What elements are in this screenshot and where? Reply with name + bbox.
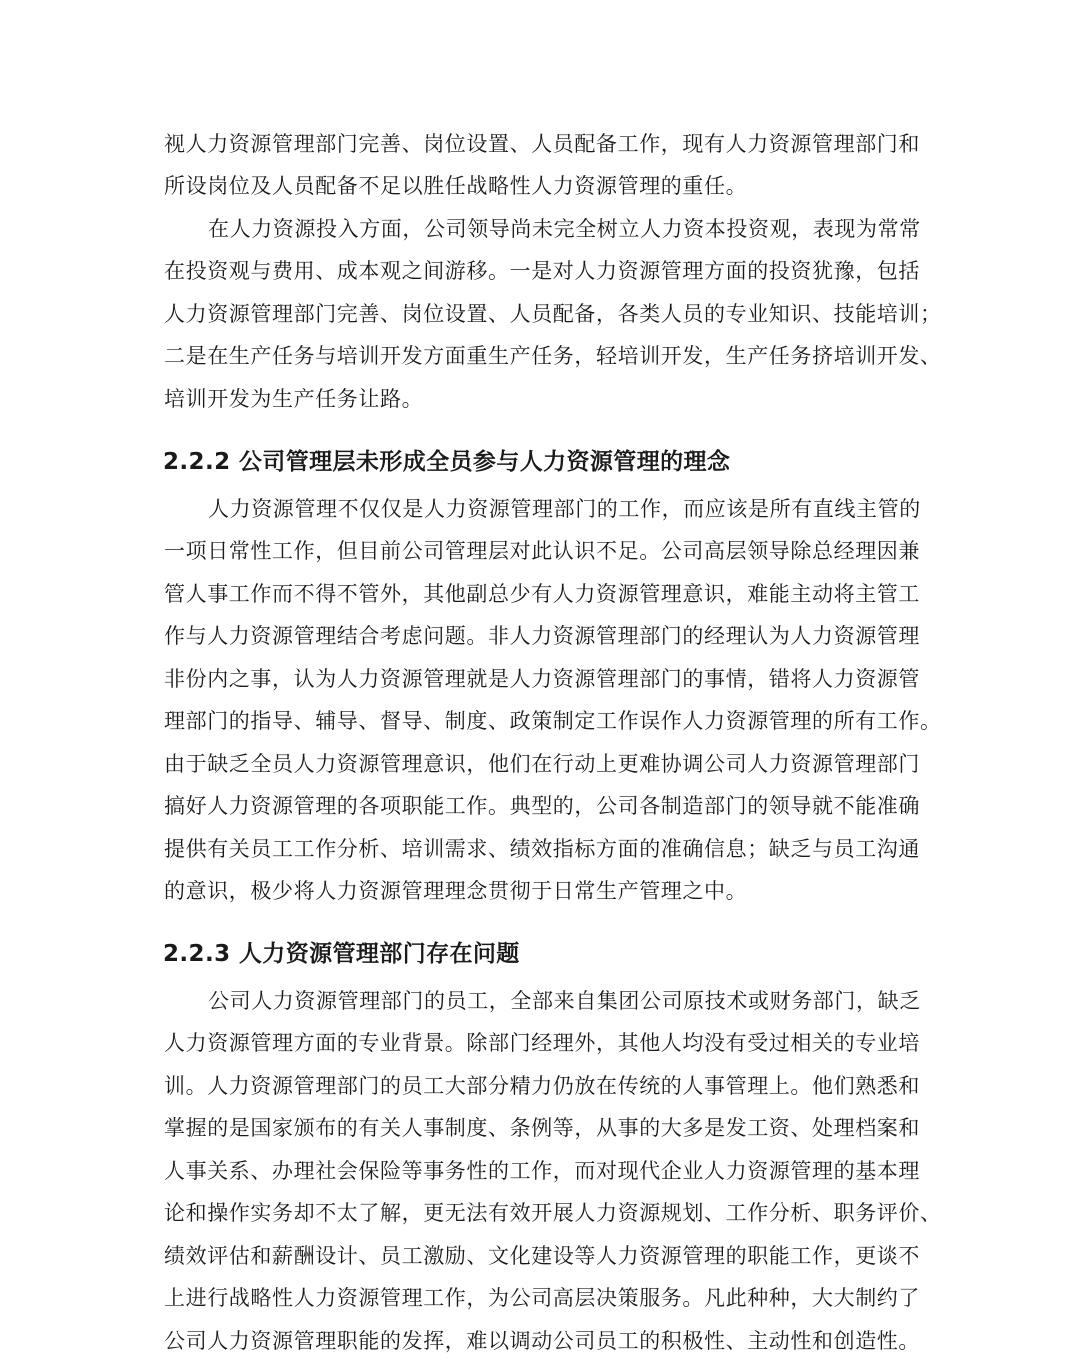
section-222-line-2: 一项日常性工作，但目前公司管理层对此认识不足。公司高层领导除总经理因兼 bbox=[164, 539, 920, 563]
section-223-line-2: 人力资源管理方面的专业背景。除部门经理外，其他人均没有受过相关的专业培 bbox=[164, 1031, 920, 1055]
section-heading-2-2-2: 2.2.2 公司管理层未形成全员参与人力资源管理的理念 bbox=[163, 449, 731, 475]
para2-line-1: 在人力资源投入方面，公司领导尚未完全树立人力资本投资观，表现为常常 bbox=[208, 217, 921, 241]
section-222-line-3: 管人事工作而不得不管外，其他副总少有人力资源管理意识，难能主动将主管工 bbox=[164, 582, 920, 606]
para2-line-3: 人力资源管理部门完善、岗位设置、人员配备，各类人员的专业知识、技能培训； bbox=[164, 302, 942, 326]
section-223-line-3: 训。人力资源管理部门的员工大部分精力仍放在传统的人事管理上。他们熟悉和 bbox=[164, 1074, 920, 1098]
section-223-line-5: 人事关系、办理社会保险等事务性的工作，而对现代企业人力资源管理的基本理 bbox=[164, 1159, 920, 1183]
section-223-line-9: 公司人力资源管理职能的发挥，难以调动公司员工的积极性、主动性和创造性。 bbox=[164, 1329, 920, 1353]
section-222-line-8: 搞好人力资源管理的各项职能工作。典型的，公司各制造部门的领导就不能准确 bbox=[164, 794, 920, 818]
section-222-line-5: 非份内之事，认为人力资源管理就是人力资源管理部门的事情，错将人力资源管 bbox=[164, 667, 920, 691]
para2-line-5: 培训开发为生产任务让路。 bbox=[164, 387, 424, 411]
section-222-line-7: 由于缺乏全员人力资源管理意识，他们在行动上更难协调公司人力资源管理部门 bbox=[164, 752, 920, 776]
para1-line-2: 所设岗位及人员配备不足以胜任战略性人力资源管理的重任。 bbox=[164, 174, 748, 198]
section-222-line-4: 作与人力资源管理结合考虑问题。非人力资源管理部门的经理认为人力资源管理 bbox=[164, 624, 920, 648]
section-223-line-6: 论和操作实务却不太了解，更无法有效开展人力资源规划、工作分析、职务评价、 bbox=[164, 1201, 942, 1225]
section-223-line-4: 掌握的是国家颁布的有关人事制度、条例等，从事的大多是发工资、处理档案和 bbox=[164, 1116, 920, 1140]
section-222-line-10: 的意识，极少将人力资源管理理念贯彻于日常生产管理之中。 bbox=[164, 879, 748, 903]
para2-line-2: 在投资观与费用、成本观之间游移。一是对人力资源管理方面的投资犹豫，包括 bbox=[164, 259, 920, 283]
section-223-line-8: 上进行战略性人力资源管理工作，为公司高层决策服务。凡此种种，大大制约了 bbox=[164, 1286, 920, 1310]
section-222-line-1: 人力资源管理不仅仅是人力资源管理部门的工作，而应该是所有直线主管的 bbox=[208, 497, 921, 521]
para1-line-1: 视人力资源管理部门完善、岗位设置、人员配备工作，现有人力资源管理部门和 bbox=[164, 132, 920, 156]
section-222-line-6: 理部门的指导、辅导、督导、制度、政策制定工作误作人力资源管理的所有工作。 bbox=[164, 709, 942, 733]
para2-line-4: 二是在生产任务与培训开发方面重生产任务，轻培训开发，生产任务挤培训开发、 bbox=[164, 344, 942, 368]
section-223-line-7: 绩效评估和薪酬设计、员工激励、文化建设等人力资源管理的职能工作，更谈不 bbox=[164, 1244, 920, 1268]
section-222-line-9: 提供有关员工工作分析、培训需求、绩效指标方面的准确信息；缺乏与员工沟通 bbox=[164, 837, 920, 861]
section-223-line-1: 公司人力资源管理部门的员工，全部来自集团公司原技术或财务部门，缺乏 bbox=[208, 989, 921, 1013]
section-heading-2-2-3: 2.2.3 人力资源管理部门存在问题 bbox=[163, 941, 520, 967]
